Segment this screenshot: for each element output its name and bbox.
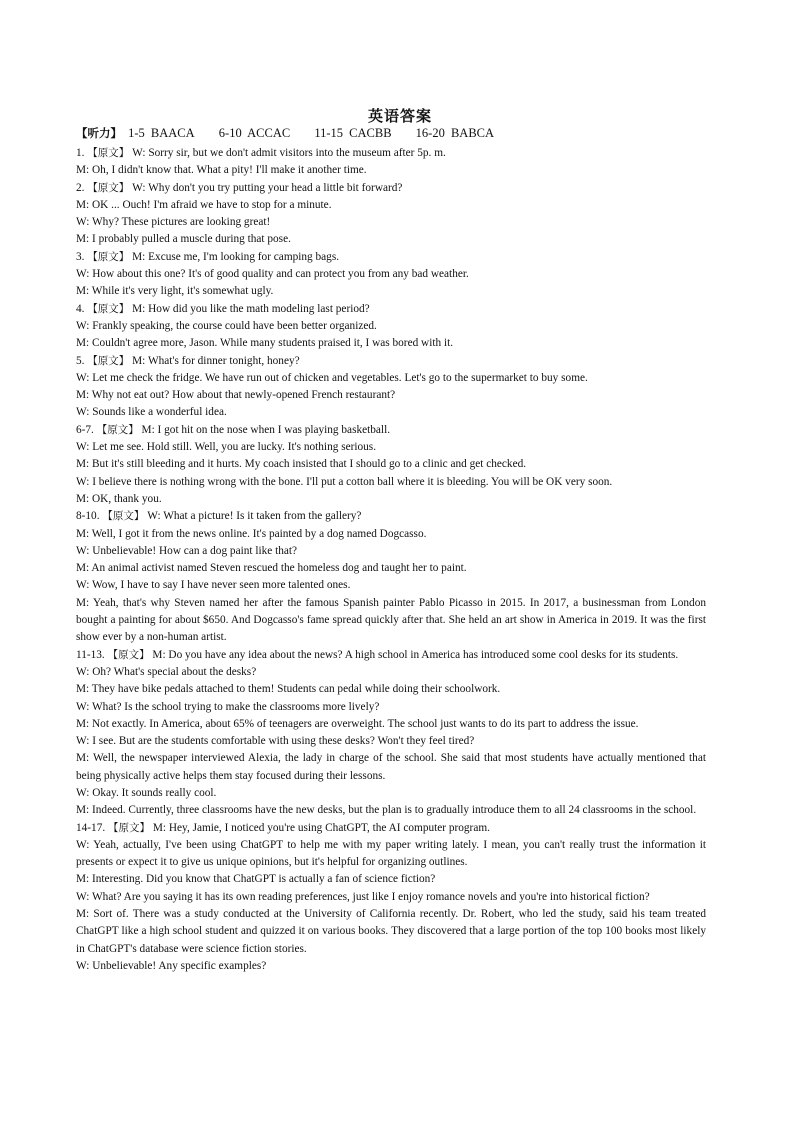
dialogue-text: W: Sounds like a wonderful idea. — [76, 406, 227, 419]
dialogue-text: M: Do you have any idea about the news? A high school in America has introduced some cool desks for its students. — [152, 648, 679, 661]
dialogue-text: M: I got hit on the nose when I was playing basketball. — [141, 423, 391, 436]
dialogue-text: M: Sort of. There was a study conducted at the University of California recently. Dr. Robert, who led the study, said his team treated ChatGPT like a high school student and quizzed it on various books. They discovered that a large portion of the top 100 books most likely in ChatGPT's database were science fiction stories. — [76, 908, 706, 955]
dialogue-text: M: Interesting. Did you know that ChatGPT is actually a fan of science fiction? — [76, 873, 436, 886]
dialogue-text: M: OK, thank you. — [76, 492, 162, 505]
transcript-line — [76, 716, 706, 733]
transcript-line — [76, 958, 706, 975]
answer-group: 16-20 BABCA — [415, 126, 495, 140]
question-number: 11-13. — [76, 648, 105, 661]
transcript-line — [76, 577, 706, 594]
listening-answer-key — [76, 125, 512, 141]
dialogue-text: W: Wow, I have to say I have never seen more talented ones. — [76, 579, 351, 592]
question-number: 4. — [76, 302, 85, 315]
dialogue-text: M: How did you like the math modeling last period? — [132, 302, 370, 315]
question-number: 3. — [76, 250, 85, 263]
dialogue-text: M: Excuse me, I'm looking for camping bags. — [132, 250, 340, 263]
transcript-heading-line — [76, 145, 706, 162]
page-title: 英语答案 — [367, 107, 432, 125]
original-text-tag: 【原文】 — [87, 181, 130, 194]
transcript-heading-line — [76, 422, 706, 439]
transcript-heading-line — [76, 301, 706, 318]
question-number: 1. — [76, 147, 85, 159]
transcript-line — [76, 750, 706, 785]
transcript-line — [76, 733, 706, 750]
original-text-tag: 【原文】 — [87, 147, 130, 159]
transcript-line — [76, 560, 706, 577]
dialogue-text: M: Couldn't agree more, Jason. While many students praised it, I was bored with it. — [76, 337, 454, 350]
transcript-line — [76, 318, 706, 335]
dialogue-text: W: Sorry sir, but we don't admit visitors into the museum after 5p. m. — [132, 147, 446, 159]
question-number: 6-7. — [76, 423, 94, 436]
dialogue-text: M: Not exactly. In America, about 65% of teenagers are overweight. The school just wants to do its part to address the issue. — [76, 717, 639, 730]
answer-group: 11-15 CACBB — [314, 126, 392, 140]
original-text-tag: 【原文】 — [87, 354, 130, 367]
original-text-tag: 【原文】 — [102, 510, 145, 523]
transcript-line — [76, 785, 706, 802]
dialogue-text: W: Unbelievable! How can a dog paint like that? — [76, 544, 298, 557]
original-text-tag: 【原文】 — [87, 250, 130, 263]
transcript-line — [76, 491, 706, 508]
dialogue-text: M: Well, the newspaper interviewed Alexia, the lady in charge of the school. She said that most students have actually mentioned that being physically active helps them stay focused during their lessons. — [76, 752, 706, 782]
transcript-line — [76, 439, 706, 456]
dialogue-text: M: Indeed. Currently, three classrooms have the new desks, but the plan is to gradually introduce them to all 24 classrooms in the school. — [76, 804, 697, 817]
transcript-line — [76, 837, 706, 872]
question-number: 8-10. — [76, 510, 100, 523]
transcript-heading-line — [76, 353, 706, 370]
dialogue-text: M: What's for dinner tonight, honey? — [132, 354, 300, 367]
dialogue-text: M: An animal activist named Steven rescued the homeless dog and taught her to paint. — [76, 562, 467, 575]
transcript-line — [76, 889, 706, 906]
dialogue-text: M: Why not eat out? How about that newly-opened French restaurant? — [76, 389, 396, 402]
transcript-line — [76, 664, 706, 681]
transcript-line — [76, 370, 706, 387]
transcript-line — [76, 162, 706, 179]
original-text-tag: 【原文】 — [107, 648, 150, 661]
transcript-line — [76, 595, 706, 647]
answer-group: 1-5 BAACA — [128, 126, 195, 140]
question-number: 2. — [76, 181, 85, 194]
original-text-tag: 【原文】 — [87, 302, 130, 315]
transcript-line — [76, 526, 706, 543]
transcript-line — [76, 456, 706, 473]
transcript-line — [76, 283, 706, 300]
dialogue-text: M: They have bike pedals attached to them! Students can pedal while doing their schoolwork. — [76, 683, 501, 696]
dialogue-text: W: Frankly speaking, the course could have been better organized. — [76, 319, 377, 332]
transcript-line — [76, 543, 706, 560]
transcript-heading-line — [76, 820, 706, 837]
transcript-line — [76, 681, 706, 698]
transcript-line — [76, 906, 706, 958]
dialogue-text: M: Hey, Jamie, I noticed you're using ChatGPT, the AI computer program. — [152, 821, 490, 834]
transcript-line — [76, 699, 706, 716]
dialogue-text: W: I see. But are the students comfortable with using these desks? Won't they feel tired? — [76, 735, 475, 748]
transcript-body — [76, 145, 706, 975]
dialogue-text: M: While it's very light, it's somewhat ugly. — [76, 285, 274, 298]
dialogue-text: W: Why don't you try putting your head a little bit forward? — [132, 181, 403, 194]
transcript-line — [76, 387, 706, 404]
dialogue-text: W: What? Is the school trying to make the classrooms more lively? — [76, 700, 380, 713]
dialogue-text: W: I believe there is nothing wrong with the bone. I'll put a cotton ball where it is bleeding. You will be OK very soon. — [76, 475, 613, 488]
transcript-heading-line — [76, 508, 706, 525]
transcript-line — [76, 871, 706, 888]
dialogue-text: M: Well, I got it from the news online. It's painted by a dog named Dogcasso. — [76, 527, 427, 540]
transcript-line — [76, 266, 706, 283]
transcript-line — [76, 474, 706, 491]
dialogue-text: M: I probably pulled a muscle during that pose. — [76, 233, 291, 246]
transcript-heading-line — [76, 180, 706, 197]
dialogue-text: M: Yeah, that's why Steven named her after the famous Spanish painter Pablo Picasso in 2015. In 2017, a businessman from London bought a painting for about $650. And Dogcasso's fame spread quickly after that. She held an art show in America in 2019. It was the first show ever by a non-human artist. — [76, 596, 706, 644]
transcript-line — [76, 214, 706, 231]
dialogue-text: W: How about this one? It's of good quality and can protect you from any bad weather. — [76, 268, 469, 281]
dialogue-text: W: Oh? What's special about the desks? — [76, 665, 257, 678]
dialogue-text: W: Why? These pictures are looking great! — [76, 216, 271, 229]
transcript-line — [76, 802, 706, 819]
transcript-line — [76, 335, 706, 352]
transcript-heading-line — [76, 249, 706, 266]
dialogue-text: W: Let me see. Hold still. Well, you are lucky. It's nothing serious. — [76, 441, 377, 454]
original-text-tag: 【原文】 — [108, 821, 151, 834]
original-text-tag: 【原文】 — [96, 423, 139, 436]
transcript-heading-line — [76, 647, 706, 664]
transcript-line — [76, 404, 706, 421]
transcript-line — [76, 197, 706, 214]
dialogue-text: M: OK ... Ouch! I'm afraid we have to stop for a minute. — [76, 198, 332, 211]
answer-key-label: 【听力】 — [76, 126, 122, 140]
dialogue-text: M: But it's still bleeding and it hurts. My coach insisted that I should go to a clinic and get checked. — [76, 458, 527, 471]
question-number: 14-17. — [76, 821, 106, 834]
transcript-line — [76, 231, 706, 248]
question-number: 5. — [76, 354, 85, 367]
dialogue-text: W: Unbelievable! Any specific examples? — [76, 959, 267, 972]
dialogue-text: W: What a picture! Is it taken from the gallery? — [147, 510, 362, 523]
answer-group: 6-10 ACCAC — [218, 126, 291, 140]
dialogue-text: W: What? Are you saying it has its own reading preferences, just like I enjoy romance novels and you're into historical fiction? — [76, 890, 650, 903]
dialogue-text: W: Okay. It sounds really cool. — [76, 786, 217, 799]
dialogue-text: W: Let me check the fridge. We have run out of chicken and vegetables. Let's go to the supermarket to buy some. — [76, 371, 588, 384]
dialogue-text: M: Oh, I didn't know that. What a pity! I'll make it another time. — [76, 164, 367, 177]
dialogue-text: W: Yeah, actually, I've been using ChatGPT to help me with my paper writing lately. I mean, you can't really trust the information it presents or expect it to give us unique opinions, but it's helpful for organizing outlines. — [76, 838, 706, 869]
